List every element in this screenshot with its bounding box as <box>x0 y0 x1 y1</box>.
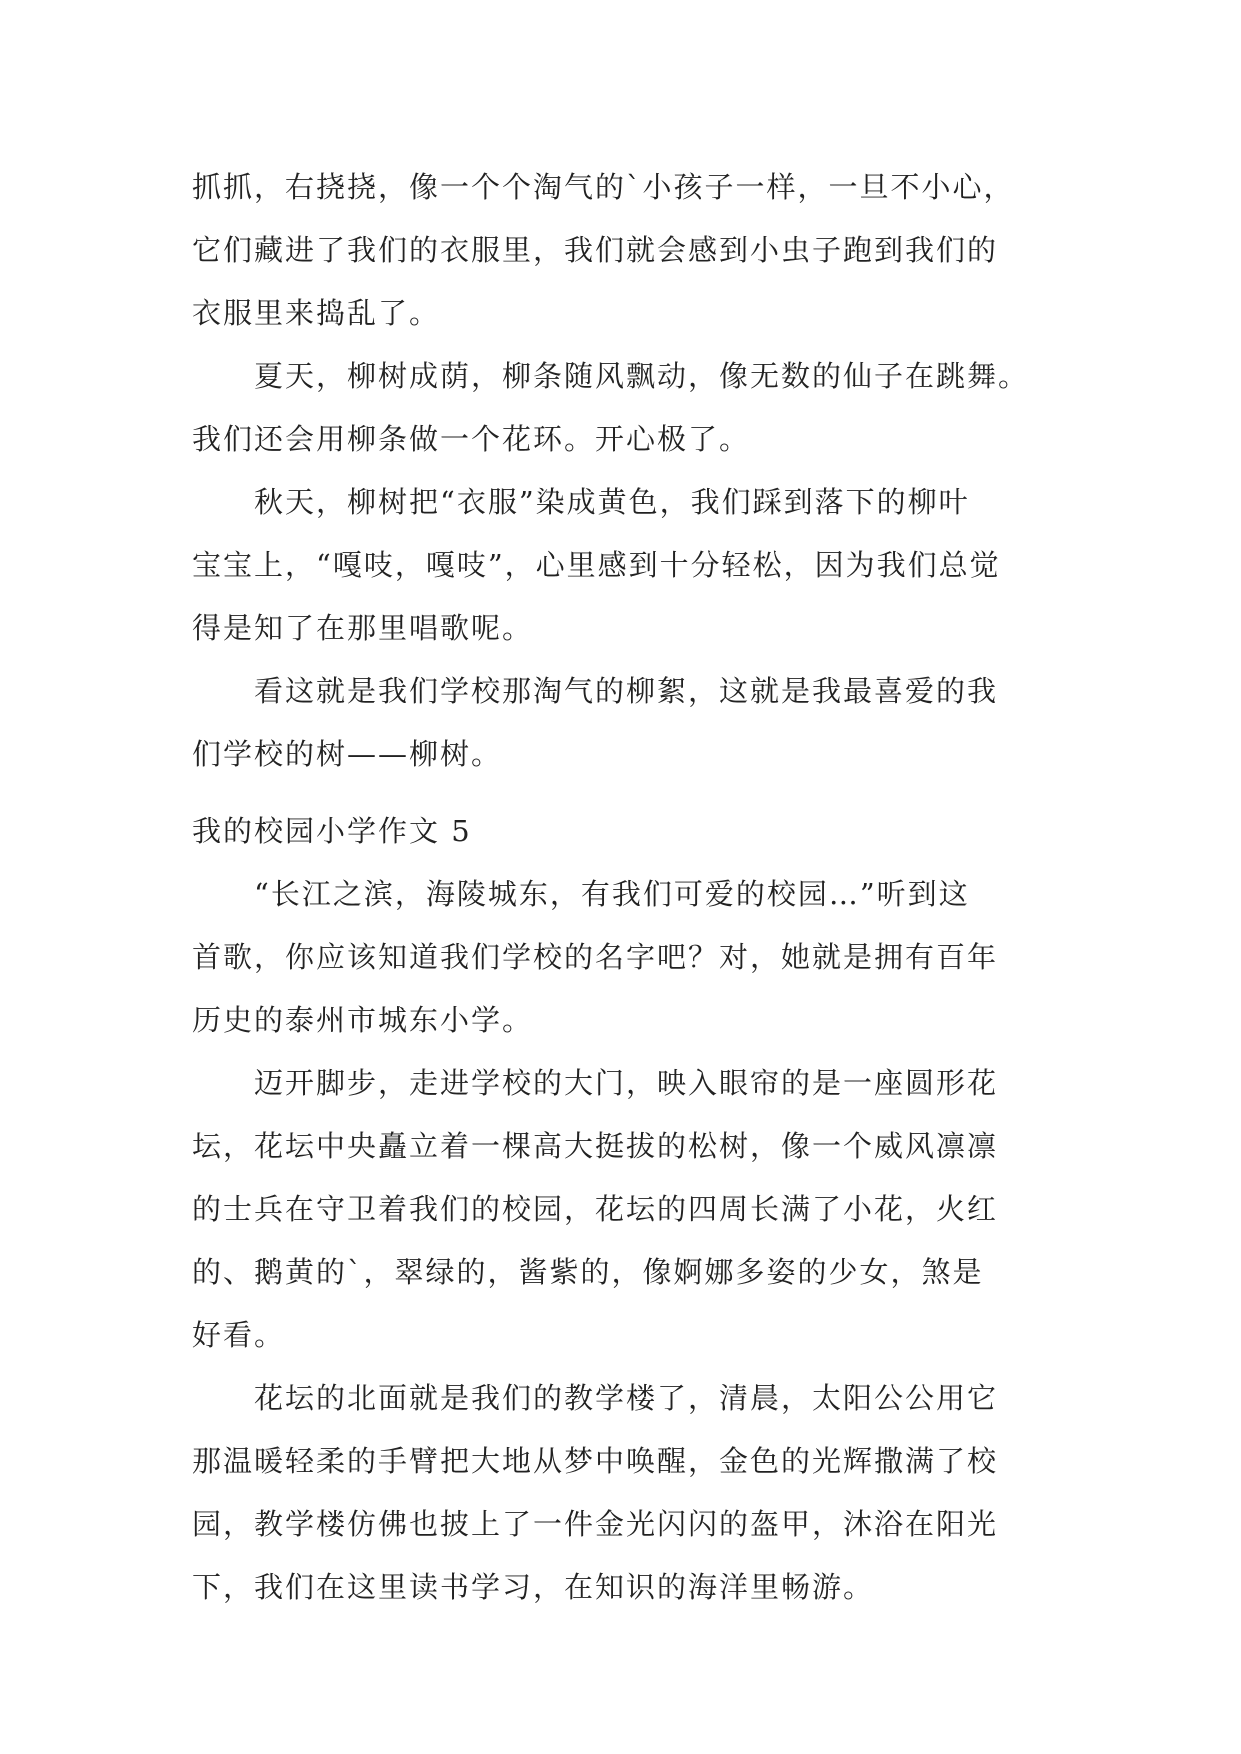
essay-continuation <box>192 156 1056 786</box>
paragraph-start-line: 夏天，柳树成荫，柳条随风飘动，像无数的仙子在跳舞。 <box>254 359 1030 393</box>
text-line: 那温暖轻柔的手臂把大地从梦中唤醒，金色的光辉撒满了校 <box>192 1444 999 1478</box>
text-line: 园，教学楼仿佛也披上了一件金光闪闪的盔甲，沐浴在阳光 <box>192 1507 999 1541</box>
text-line: 历史的泰州市城东小学。 <box>192 1003 534 1037</box>
paragraph-start-line: “长江之滨，海陵城东，有我们可爱的校园…”听到这 <box>254 877 970 911</box>
text-line: 衣服里来捣乱了。 <box>192 296 441 330</box>
text-line: 首歌，你应该知道我们学校的名字吧？对，她就是拥有百年 <box>192 940 999 974</box>
text-line: 我们还会用柳条做一个花环。开心极了。 <box>192 422 751 456</box>
text-line: 它们藏进了我们的衣服里，我们就会感到小虫子跑到我们的 <box>192 233 999 267</box>
essay-5-body <box>192 863 1056 1619</box>
paragraph-start-line: 迈开脚步，走进学校的大门，映入眼帘的是一座圆形花 <box>254 1066 999 1100</box>
text-line: 的、鹅黄的`，翠绿的，酱紫的，像婀娜多姿的少女，煞是 <box>192 1255 984 1289</box>
text-line: 们学校的树——柳树。 <box>192 737 503 771</box>
text-line: 宝宝上，“嘎吱，嘎吱”，心里感到十分轻松，因为我们总觉 <box>192 548 1001 582</box>
section-title: 我的校园小学作文 5 <box>192 814 472 848</box>
text-line: 好看。 <box>192 1318 286 1352</box>
text-line: 的士兵在守卫着我们的校园，花坛的四周长满了小花，火红 <box>192 1192 999 1226</box>
paragraph-start-line: 花坛的北面就是我们的教学楼了，清晨，太阳公公用它 <box>254 1381 999 1415</box>
text-line: 坛，花坛中央矗立着一棵高大挺拔的松树，像一个威风凛凛 <box>192 1129 999 1163</box>
text-line: 得是知了在那里唱歌呢。 <box>192 611 534 645</box>
paragraph-start-line: 看这就是我们学校那淘气的柳絮，这就是我最喜爱的我 <box>254 674 999 708</box>
paragraph-start-line: 秋天，柳树把“衣服”染成黄色，我们踩到落下的柳叶 <box>254 485 970 519</box>
text-line: 下，我们在这里读书学习，在知识的海洋里畅游。 <box>192 1570 875 1604</box>
text-line: 抓抓，右挠挠，像一个个淘气的`小孩子一样，一旦不小心， <box>192 170 1015 204</box>
